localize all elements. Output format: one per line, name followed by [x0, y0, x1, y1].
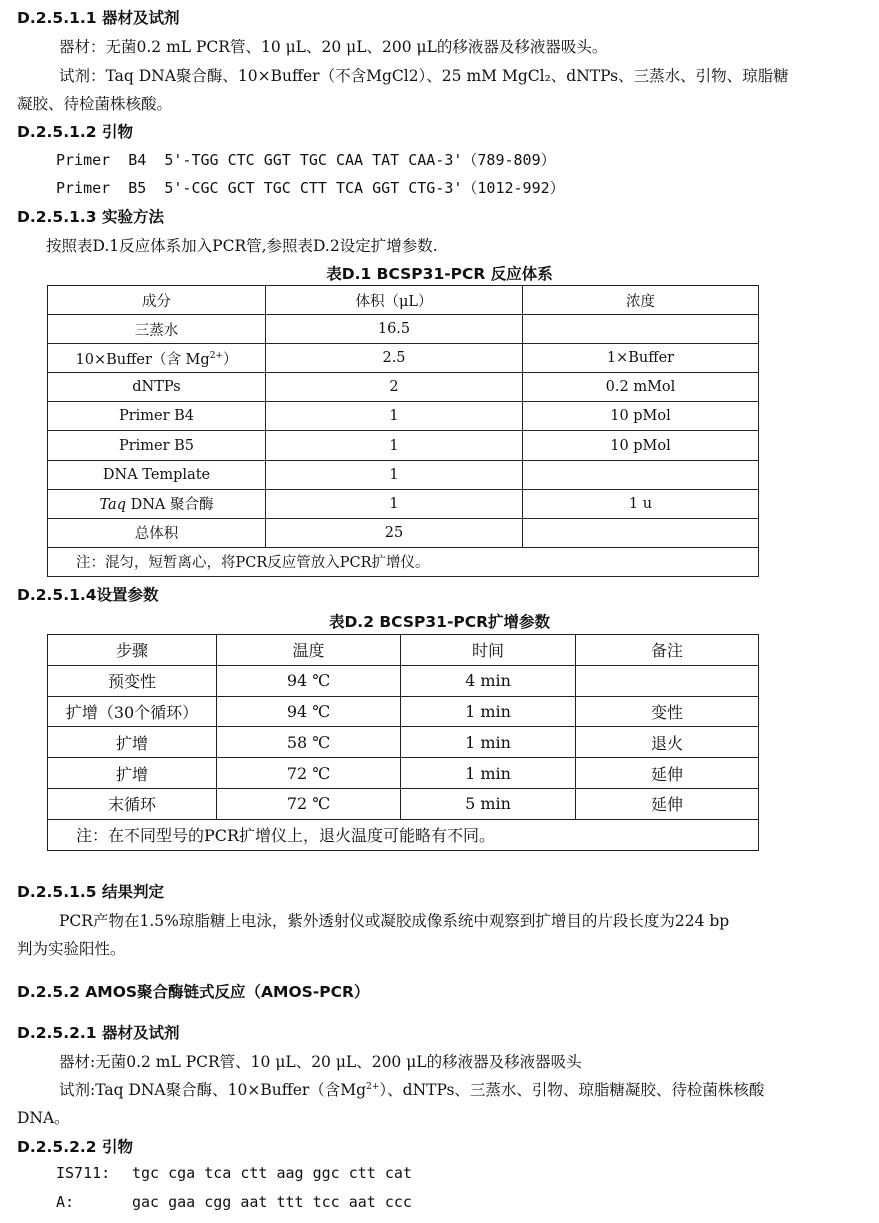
mg-superscript: 2+ — [209, 350, 223, 361]
table-cell — [576, 665, 759, 696]
table-cell: 延伸 — [576, 758, 759, 789]
reagents-text-line1: 试剂：Taq DNA聚合酶、10×Buffer（不含MgCl2）、25 mM MgCl₂、dNTPs、三蒸水、引物、琼脂糖 — [59, 67, 789, 85]
table-cell — [48, 344, 266, 373]
table-cell: 10 pMol — [523, 402, 759, 431]
table-cell: 1 — [266, 460, 523, 489]
table-cell: 5 min — [401, 788, 576, 819]
method-text: 按照表D.1反应体系加入PCR管,参照表D.2设定扩增参数. — [46, 237, 438, 255]
materials-text: 器材：无菌0.2 mL PCR管、10 μL、20 μL、200 μL的移液器及移液器吸头。 — [59, 38, 608, 56]
table-cell — [523, 460, 759, 489]
table-cell: 4 min — [401, 665, 576, 696]
amos-materials-text: 器材:无菌0.2 mL PCR管、10 μL、20 μL、200 μL的移液器及移液器吸头 — [59, 1053, 582, 1071]
taq-italic: Taq — [99, 497, 126, 514]
header-remark: 备注 — [576, 635, 759, 666]
heading-method: D.2.5.1.3 实验方法 — [17, 208, 164, 226]
table1-caption: 表D.1 BCSP31-PCR 反应体系 — [326, 265, 553, 283]
table-row — [48, 344, 759, 373]
primer-is711-seq: tgc cga tca ctt aag ggc ctt cat — [132, 1164, 412, 1182]
heading-parameters: D.2.5.1.4设置参数 — [17, 586, 159, 604]
header-time: 时间 — [401, 635, 576, 666]
table-cell: Primer B5 — [48, 431, 266, 460]
table-cell: 扩增 — [48, 727, 217, 758]
table-cell: 1 min — [401, 696, 576, 727]
table-row — [48, 788, 759, 819]
table-amplification-parameters — [47, 634, 759, 851]
amos-reagents-line2: DNA。 — [17, 1109, 70, 1127]
header-volume: 体积（μL） — [266, 286, 523, 315]
table-cell: 总体积 — [48, 518, 266, 547]
table-cell: 1 u — [523, 489, 759, 518]
table-cell: 58 ℃ — [217, 727, 401, 758]
table2-caption: 表D.2 BCSP31-PCR扩增参数 — [328, 613, 551, 631]
heading-materials-reagents: D.2.5.1.1 器材及试剂 — [17, 9, 180, 27]
table-cell: 10 pMol — [523, 431, 759, 460]
table-cell: 扩增 — [48, 758, 217, 789]
table-cell — [523, 315, 759, 344]
result-text-line2: 判为实验阳性。 — [17, 940, 126, 958]
table-cell: 1 min — [401, 727, 576, 758]
table-cell: 变性 — [576, 696, 759, 727]
table-row — [48, 665, 759, 696]
table-cell: 1×Buffer — [523, 344, 759, 373]
table-row — [48, 315, 759, 344]
table-cell: 0.2 mMol — [523, 373, 759, 402]
amos-reagents-line1 — [59, 1078, 764, 1100]
table-header-row — [48, 635, 759, 666]
table1-note: 注：混匀，短暂离心，将PCR反应管放入PCR扩增仪。 — [48, 547, 759, 576]
close-paren: ） — [222, 351, 238, 368]
table-cell: 1 min — [401, 758, 576, 789]
table-cell: 1 — [266, 402, 523, 431]
table-cell: 94 ℃ — [217, 665, 401, 696]
heading-result: D.2.5.1.5 结果判定 — [17, 883, 164, 901]
table-cell: 2.5 — [266, 344, 523, 373]
buffer-label: 10×Buffer（含 Mg — [75, 351, 210, 368]
table2-note: 注：在不同型号的PCR扩增仪上，退火温度可能略有不同。 — [48, 819, 759, 850]
amos-reagents-part2: ）、dNTPs、三蒸水、引物、琼脂糖凝胶、待检菌株核酸 — [379, 1081, 765, 1099]
table-cell: 16.5 — [266, 315, 523, 344]
table-cell: DNA Template — [48, 460, 266, 489]
polymerase-label: DNA 聚合酶 — [130, 497, 214, 514]
table-row — [48, 489, 759, 518]
table-cell: 25 — [266, 518, 523, 547]
header-step: 步骤 — [48, 635, 217, 666]
table-row — [48, 460, 759, 489]
table-cell: 三蒸水 — [48, 315, 266, 344]
table-header-row — [48, 286, 759, 315]
heading-amos-primers: D.2.5.2.2 引物 — [17, 1138, 133, 1156]
table-row — [48, 373, 759, 402]
table-row — [48, 696, 759, 727]
table-cell: 72 ℃ — [217, 788, 401, 819]
header-component: 成分 — [48, 286, 266, 315]
table-cell: 2 — [266, 373, 523, 402]
table-row — [48, 518, 759, 547]
table-note-row — [48, 819, 759, 850]
table-cell: 退火 — [576, 727, 759, 758]
header-concentration: 浓度 — [523, 286, 759, 315]
table-cell: 1 — [266, 489, 523, 518]
table-cell: 扩增（30个循环） — [48, 696, 217, 727]
table-row — [48, 727, 759, 758]
primer-is711-name: IS711: — [56, 1164, 111, 1182]
table-cell: 延伸 — [576, 788, 759, 819]
table-cell: dNTPs — [48, 373, 266, 402]
table-cell: 末循环 — [48, 788, 217, 819]
heading-amos-materials: D.2.5.2.1 器材及试剂 — [17, 1024, 180, 1042]
table-cell: Primer B4 — [48, 402, 266, 431]
primer-b5: Primer B5 5'-CGC GCT TGC CTT TCA GGT CTG-3'（1012-992） — [56, 179, 565, 197]
primer-b4: Primer B4 5'-TGG CTC GGT TGC CAA TAT CAA-3'（789-809） — [56, 151, 556, 169]
table-row — [48, 431, 759, 460]
table-cell: 1 — [266, 431, 523, 460]
table-note-row — [48, 547, 759, 576]
primer-a-name: A: — [56, 1193, 75, 1211]
table-cell: 预变性 — [48, 665, 217, 696]
reagents-text-line2: 凝胶、待检菌株核酸。 — [17, 95, 173, 113]
table-reaction-system — [47, 285, 759, 577]
table-cell: 72 ℃ — [217, 758, 401, 789]
table-cell — [523, 518, 759, 547]
heading-primers: D.2.5.1.2 引物 — [17, 123, 133, 141]
table-cell — [48, 489, 266, 518]
primer-a-seq: gac gaa cgg aat ttt tcc aat ccc — [132, 1193, 412, 1211]
header-temperature: 温度 — [217, 635, 401, 666]
amos-mg-superscript: 2+ — [366, 1082, 380, 1092]
table-row — [48, 758, 759, 789]
heading-amos-pcr: D.2.5.2 AMOS聚合酶链式反应（AMOS-PCR） — [17, 983, 370, 1001]
table-cell: 94 ℃ — [217, 696, 401, 727]
table-row — [48, 402, 759, 431]
result-text-line1: PCR产物在1.5%琼脂糖上电泳，紫外透射仪或凝胶成像系统中观察到扩增目的片段长度为224 bp — [59, 912, 730, 930]
amos-reagents-part1: 试剂:Taq DNA聚合酶、10×Buffer（含Mg — [59, 1081, 367, 1099]
